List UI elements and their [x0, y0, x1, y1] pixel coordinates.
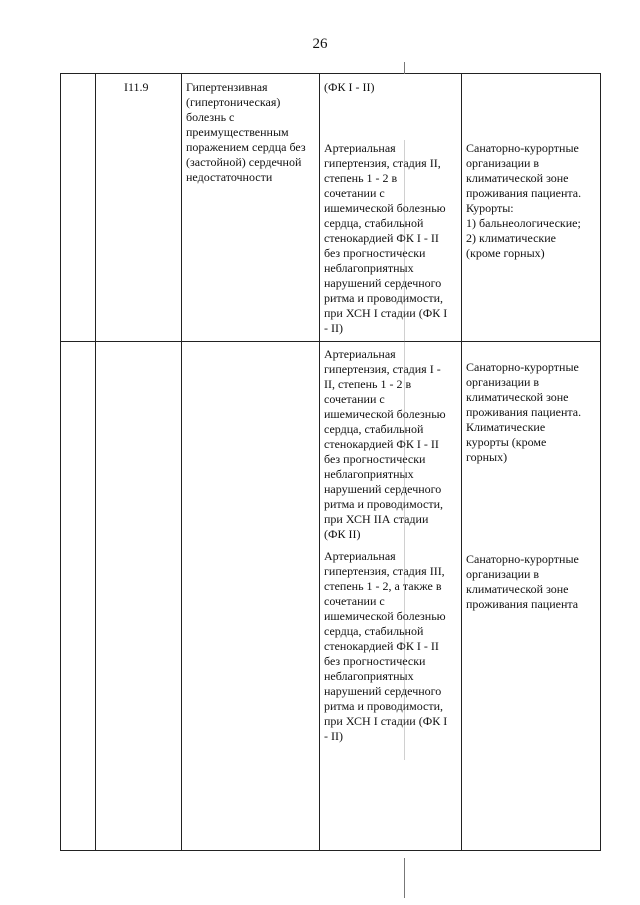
scan-fold-mark: [404, 62, 405, 74]
table-border-top: [60, 73, 600, 74]
column-divider: [181, 73, 182, 851]
recommendation-cell: Санаторно-курортные организации в климатической зоне проживания пациента: [466, 552, 579, 611]
condition-cell: Артериальная гипертензия, стадия II, степень 1 - 2 в сочетании с ишемической болезнью сердца, стабильной стенокардией ФК I - II без прогностически неблагоприятных нарушений сердечного ритма и проводимости, при ХСН I стадии (ФК I - II): [324, 141, 448, 335]
code-cell: I11.9: [124, 80, 149, 94]
row-divider: [60, 341, 600, 342]
table-border-bottom: [60, 850, 600, 851]
recommendation-cell: Санаторно-курортные организации в климатической зоне проживания пациента. Климатические курорты (кроме горных): [466, 360, 582, 464]
column-divider: [319, 73, 320, 851]
page-number: 26: [312, 36, 328, 52]
table-border-right: [600, 73, 601, 851]
recommendation-cell: Санаторно-курортные организации в климатической зоне проживания пациента. Курорты: 1) бальнеологические; 2) климатические (кроме горных): [466, 141, 582, 260]
column-divider: [461, 73, 462, 851]
condition-cell: Артериальная гипертензия, стадия I - II, степень 1 - 2 в сочетании с ишемической болезнью сердца, стабильной стенокардией ФК I - II без прогностически неблагоприятных нарушений сердечного ритма и проводимости, при ХСН IIА стадии (ФК II): [324, 347, 446, 541]
table-border-left: [60, 73, 61, 851]
scan-fold-mark: [404, 858, 405, 898]
scan-fold-mark: [404, 140, 405, 760]
condition-cell: Артериальная гипертензия, стадия III, степень 1 - 2, а также в сочетании с ишемической болезнью сердца, стабильной стенокардией ФК I - II без прогностически неблагоприятных нарушений сердечного ритма и проводимости, при ХСН I стадии (ФК I - II): [324, 549, 448, 743]
column-divider: [95, 73, 96, 851]
disease-cell: Гипертензивная (гипертоническая) болезнь с преимущественным поражением сердца без (застойной) сердечной недостаточности: [186, 80, 306, 184]
condition-cell: (ФК I - II): [324, 80, 375, 94]
